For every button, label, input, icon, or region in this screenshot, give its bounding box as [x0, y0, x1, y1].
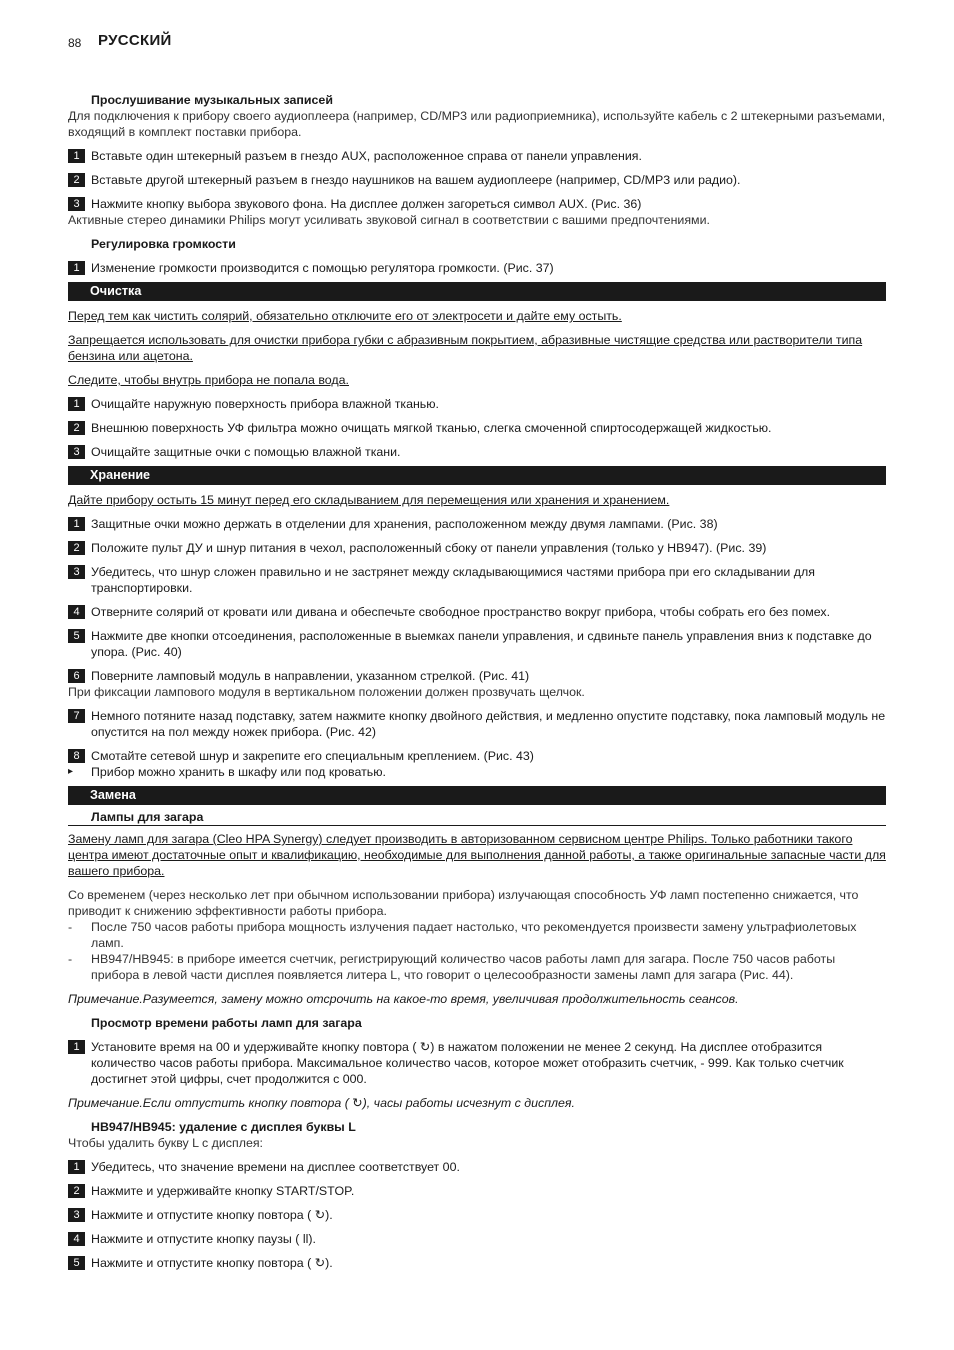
list-item — [68, 951, 886, 983]
step-text: Вставьте один штекерный разъем в гнездо AUX, расположенное справа от панели управления. — [91, 149, 642, 163]
cleaning-warning-3: Следите, чтобы внутрь прибора не попала вода. — [68, 373, 349, 387]
step-text: Вставьте другой штекерный разъем в гнездо наушников на вашем аудиоплеере (например, CD/MP3 или радио). — [91, 173, 741, 187]
replacement-para: Со временем (через несколько лет при обычном использовании прибора) излучающая способность УФ ламп постепенно снижается, что приводит к снижению эффективности работы прибора. — [68, 888, 859, 918]
step-text: Очищайте защитные очки с помощью влажной ткани. — [91, 445, 401, 459]
replacement-note: Примечание.Разумеется, замену можно отсрочить на какое-то время, увеличивая продолжительность сеансов. — [68, 992, 739, 1006]
list-item — [68, 708, 886, 740]
step-number: 1 — [68, 1040, 85, 1054]
step-text: Нажмите и отпустите кнопку повтора ( ↻). — [91, 1208, 333, 1222]
step-text: Нажмите и удерживайте кнопку START/STOP. — [91, 1184, 355, 1198]
list-item — [68, 1159, 886, 1175]
step-text: Внешнюю поверхность УФ фильтра можно очищать мягкой тканью, слегка смоченной спиртосодержащей жидкостью. — [91, 421, 772, 435]
dash-marker: - — [68, 920, 73, 934]
step-text: Убедитесь, что шнур сложен правильно и не застрянет между складывающимися частями прибора при его складывании для транспортировки. — [91, 565, 815, 595]
step-text: Нажмите и отпустите кнопку повтора ( ↻). — [91, 1256, 333, 1270]
list-item — [68, 1207, 886, 1223]
step-number: 3 — [68, 1208, 85, 1222]
list-item — [68, 1255, 886, 1271]
step-number: 5 — [68, 629, 85, 643]
dash-text: HB947/HB945: в приборе имеется счетчик, регистрирующий количество часов работы ламп для загара. После 750 часов работы прибора в левой части дисплея появляется литера L, что говорит о целесообразности замены ламп для загара (Рис. 44). — [91, 952, 836, 982]
step-text: Нажмите две кнопки отсоединения, расположенные в выемках панели управления, и сдвиньте панель управления вниз к подставке до упора. (Рис. 40) — [91, 629, 872, 659]
list-item — [68, 748, 886, 764]
list-item — [68, 172, 886, 188]
list-item — [68, 516, 886, 532]
step-number: 1 — [68, 261, 85, 275]
subsection-title-remove-l: HB947/HB945: удаление с дисплея буквы L — [91, 1120, 356, 1134]
music-intro: Для подключения к прибору своего аудиоплеера (например, CD/MP3 или радиоприемника), используйте кабель с 2 штекерными разъемами, входящий в комплект поставки прибора. — [68, 109, 886, 139]
storage-warning: Дайте прибору остыть 15 минут перед его складыванием для перемещения или хранения и хранением. — [68, 493, 670, 507]
step-text: Нажмите и отпустите кнопку паузы ( ll). — [91, 1232, 316, 1246]
step-number: 1 — [68, 1160, 85, 1174]
storage-note: При фиксации лампового модуля в вертикальном положении должен прозвучать щелчок. — [68, 685, 585, 699]
dash-text: После 750 часов работы прибора мощность излучения падает настолько, что рекомендуется произвести замену ультрафиолетовых ламп. — [91, 920, 857, 950]
step-text: Поверните ламповый модуль в направлении, указанном стрелкой. (Рис. 41) — [91, 669, 530, 683]
step-number: 2 — [68, 173, 85, 187]
step-text: Защитные очки можно держать в отделении для хранения, расположенном между двумя лампами. (Рис. 38) — [91, 517, 718, 531]
step-number: 4 — [68, 1232, 85, 1246]
step-number: 4 — [68, 605, 85, 619]
list-item — [68, 540, 886, 556]
step-number: 3 — [68, 197, 85, 211]
step-number: 3 — [68, 565, 85, 579]
remove-l-intro: Чтобы удалить букву L с дисплея: — [68, 1136, 263, 1150]
list-item — [68, 260, 886, 276]
step-number: 7 — [68, 709, 85, 723]
list-item — [68, 564, 886, 596]
step-number: 6 — [68, 669, 85, 683]
step-text: Положите пульт ДУ и шнур питания в чехол, расположенный сбоку от панели управления (только у HB947). (Рис. 39) — [91, 541, 767, 555]
list-item — [68, 196, 886, 212]
step-number: 1 — [68, 149, 85, 163]
step-number: 1 — [68, 397, 85, 411]
step-text: Немного потяните назад подставку, затем нажмите кнопку двойного действия, и медленно опустите подставку, пока ламповый модуль не опустится на пол между ножек прибора. (Рис. 42) — [91, 709, 886, 739]
step-text: Убедитесь, что значение времени на дисплее соответствует 00. — [91, 1160, 460, 1174]
step-text: Смотайте сетевой шнур и закрепите его специальным креплением. (Рис. 43) — [91, 749, 534, 763]
step-text: Нажмите кнопку выбора звукового фона. На дисплее должен загореться символ AUX. (Рис. 36) — [91, 197, 642, 211]
step-number: 1 — [68, 517, 85, 531]
list-item — [68, 628, 886, 660]
list-item — [68, 444, 886, 460]
step-number: 3 — [68, 445, 85, 459]
hours-note: Примечание.Если отпустить кнопку повтора ( ↻), часы работы исчезнут с дисплея. — [68, 1096, 575, 1110]
list-item — [68, 148, 886, 164]
replacement-warning: Замену ламп для загара (Cleo HPA Synergy) следует производить в авторизованном сервисном центре Philips. Только работники такого центра имеют достаточные опыт и квалификацию, необходимые для выполнения данной работы, а также оригинальные запасные части для вашего прибора. — [68, 832, 886, 878]
music-after: Активные стерео динамики Philips могут усиливать звуковой сигнал в соответствии с вашими предпочтениями. — [68, 213, 710, 227]
list-item — [68, 1183, 886, 1199]
storage-result — [68, 764, 886, 780]
step-text: Отверните солярий от кровати или дивана и обеспечьте свободное пространство вокруг прибора, чтобы собрать его без помех. — [91, 605, 831, 619]
step-number: 2 — [68, 541, 85, 555]
section-title-music: Прослушивание музыкальных записей — [91, 93, 333, 107]
list-item — [68, 420, 886, 436]
step-number: 2 — [68, 421, 85, 435]
step-number: 8 — [68, 749, 85, 763]
result-text: Прибор можно хранить в шкафу или под кроватью. — [91, 765, 386, 779]
subsection-title-lamps: Лампы для загара — [91, 810, 204, 824]
step-text: Установите время на 00 и удерживайте кнопку повтора ( ↻) в нажатом положении не менее 2 секунд. На дисплее отобразится количество часов работы прибора. Максимальное количество часов, которое может отобразить счетчик, - 999. Как только счетчик достигнет этой цифры, счет продолжится с 000. — [91, 1040, 844, 1086]
cleaning-warning-2: Запрещается использовать для очистки прибора губки с абразивным покрытием, абразивные чистящие средства или растворители типа бензина или ацетона. — [68, 333, 863, 363]
step-number: 5 — [68, 1256, 85, 1270]
section-title-volume: Регулировка громкости — [91, 237, 236, 251]
list-item — [68, 668, 886, 684]
cleaning-warning-1: Перед тем как чистить солярий, обязательно отключите его от электросети и дайте ему остыть. — [68, 309, 622, 323]
step-text: Очищайте наружную поверхность прибора влажной тканью. — [91, 397, 439, 411]
list-item — [68, 604, 886, 620]
list-item — [68, 919, 886, 951]
page-content — [68, 92, 886, 1271]
list-item — [68, 1231, 886, 1247]
dash-marker: - — [68, 952, 73, 966]
section-bar-replacement: Замена — [68, 786, 886, 805]
step-number: 2 — [68, 1184, 85, 1198]
language-header: РУССКИЙ — [98, 32, 172, 49]
step-text: Изменение громкости производится с помощью регулятора громкости. (Рис. 37) — [91, 261, 554, 275]
subsection-title-hours: Просмотр времени работы ламп для загара — [91, 1016, 362, 1030]
page-number: 88 — [68, 36, 82, 50]
section-bar-cleaning: Очистка — [68, 282, 886, 301]
result-arrow-icon: ▸ — [68, 766, 74, 777]
section-bar-storage: Хранение — [68, 466, 886, 485]
list-item — [68, 1039, 886, 1087]
list-item — [68, 396, 886, 412]
